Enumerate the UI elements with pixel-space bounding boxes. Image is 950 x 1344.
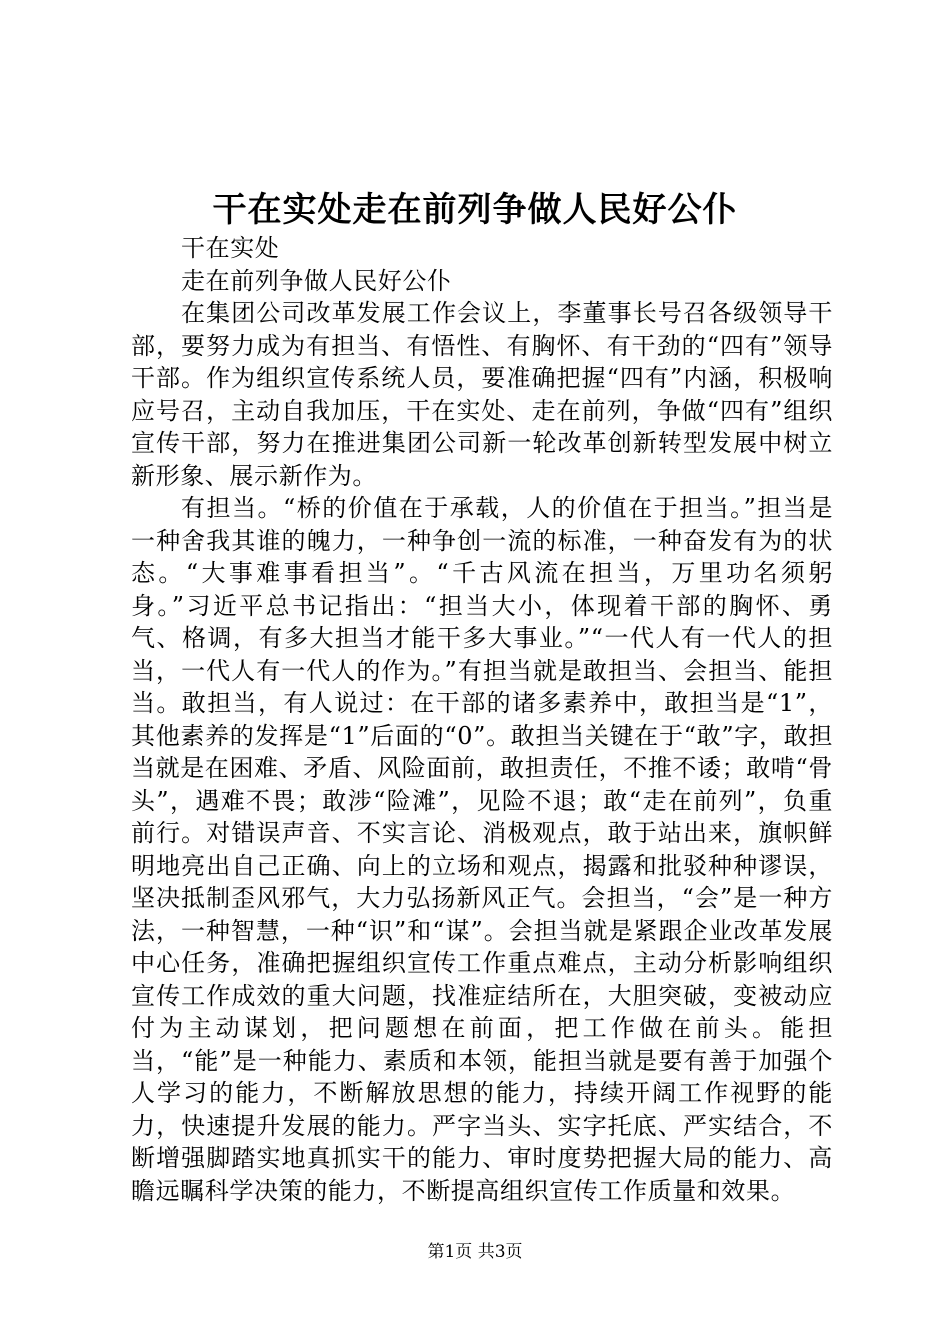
page-footer: 第1页 共3页 bbox=[427, 1242, 523, 1262]
paragraph-subtitle-1: 干在实处 bbox=[181, 234, 280, 262]
document-body bbox=[131, 232, 833, 1207]
paragraph-responsibility: 有担当。“桥的价值在于承载，人的价值在于担当。”担当是一种舍我其谁的魄力，一种争创一流的标准，一种奋发有为的状态。“大事难事看担当”。“千古风流在担当，万里功名须躬身。”习近平总书记指出：“担当大小，体现着干部的胸怀、勇气、格调，有多大担当才能干多大事业。”“一代人有一代人的担当，一代人有一代人的作为。”有担当就是敢担当、会担当、能担当。敢担当，有人说过：在干部的诸多素养中，敢担当是“1”，其他素养的发挥是“1”后面的“0”。敢担当关键在于“敢”字，敢担当就是在困难、矛盾、风险面前，敢担责任，不推不诿；敢啃“骨头”，遇难不畏；敢涉“险滩”，见险不退；敢“走在前列”，负重前行。对错误声音、不实言论、消极观点，敢于站出来，旗帜鲜明地亮出自己正确、向上的立场和观点，揭露和批驳种种谬误，坚决抵制歪风邪气，大力弘扬新风正气。会担当，“会”是一种方法，一种智慧，一种“识”和“谋”。会担当就是紧跟企业改革发展中心任务，准确把握组织宣传工作重点难点，主动分析影响组织宣传工作成效的重大问题，找准症结所在，大胆突破，变被动应付为主动谋划，把问题想在前面，把工作做在前头。能担当，“能”是一种能力、素质和本领，能担当就是要有善于加强个人学习的能力，不断解放思想的能力，持续开阔工作视野的能力，快速提升发展的能力。严字当头、实字托底、严实结合，不断增强脚踏实地真抓实干的能力、审时度势把握大局的能力、高瞻远瞩科学决策的能力，不断提高组织宣传工作质量和效果。 bbox=[131, 494, 833, 1205]
document-title: 干在实处走在前列争做人民好公仆 bbox=[212, 190, 738, 230]
paragraph-subtitle-2: 走在前列争做人民好公仆 bbox=[181, 266, 452, 295]
paragraph-intro: 在集团公司改革发展工作会议上，李董事长号召各级领导干部，要努力成为有担当、有悟性、有胸怀、有干劲的“四有”领导干部。作为组织宣传系统人员，要准确把握“四有”内涵，积极响应号召，主动自我加压，干在实处、走在前列，争做“四有”组织宣传干部，努力在推进集团公司新一轮改革创新转型发展中树立新形象、展示新作为。 bbox=[131, 299, 833, 490]
